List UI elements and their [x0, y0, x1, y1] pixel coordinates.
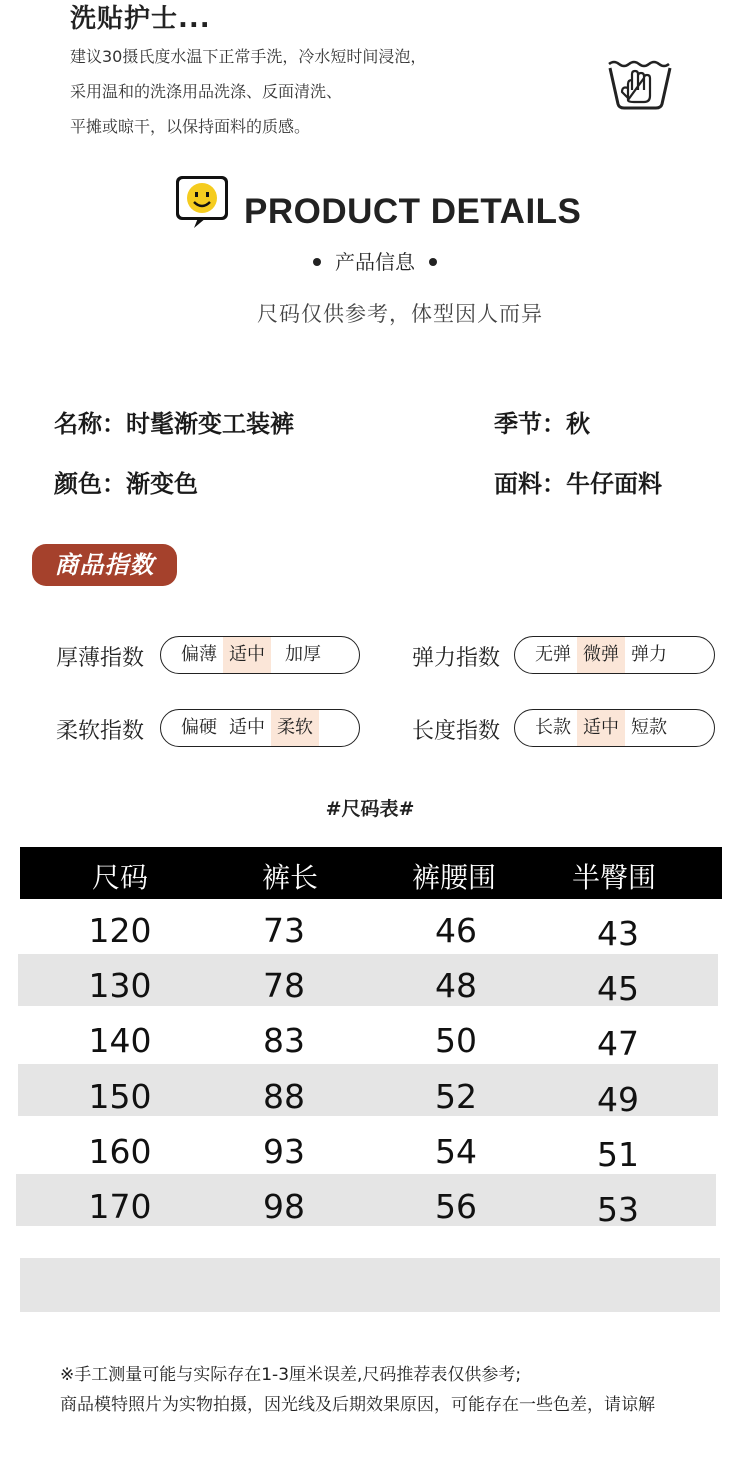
table-cell: 46: [435, 911, 477, 950]
hand-wash-icon: [606, 56, 674, 112]
index-label-elasticity: 弹力指数: [412, 646, 501, 671]
table-cell: 88: [263, 1077, 305, 1116]
header-length: 裤长: [261, 861, 318, 894]
softness-option-soft: 柔软: [271, 710, 319, 746]
name-label: 名称：: [54, 410, 126, 438]
table-cell: 78: [263, 966, 305, 1005]
header-waist: 裤腰围: [411, 861, 496, 894]
elasticity-option-stretch: 弹力: [631, 644, 667, 665]
table-cell: 130: [88, 966, 152, 1005]
length-option-short: 短款: [631, 717, 667, 738]
softness-scale: [160, 709, 360, 747]
thickness-option-medium: 适中: [223, 637, 271, 673]
table-cell: 52: [435, 1077, 477, 1116]
fabric-value: 牛仔面料: [566, 470, 662, 498]
table-cell: 120: [88, 911, 152, 950]
wash-line-1: 建议30摄氏度水温下正常手洗，冷水短时间浸泡，: [70, 47, 427, 66]
table-cell: 160: [88, 1132, 152, 1171]
subtitle-text: 产品信息: [335, 250, 415, 274]
softness-option-medium: 适中: [229, 717, 265, 738]
table-cell: 54: [435, 1132, 477, 1171]
table-cell: 83: [263, 1021, 305, 1060]
elasticity-scale: [514, 636, 715, 674]
product-index-badge: 商品指数: [32, 544, 177, 586]
length-option-long: 长款: [535, 717, 571, 738]
table-cell: 45: [597, 969, 639, 1008]
table-cell: 170: [88, 1187, 152, 1226]
name-value: 时髦渐变工装裤: [126, 410, 294, 438]
elasticity-option-slight: 微弹: [577, 637, 625, 673]
table-cell: 56: [435, 1187, 477, 1226]
color-value: 渐变色: [126, 470, 198, 498]
info-fabric: [494, 464, 662, 499]
table-cell: 49: [597, 1080, 639, 1119]
index-label-thickness: 厚薄指数: [56, 646, 145, 671]
info-color: [54, 464, 198, 499]
info-name: [54, 404, 294, 439]
bullet-dot-icon: [313, 258, 321, 266]
index-label-softness: 柔软指数: [56, 719, 145, 744]
table-cell: 98: [263, 1187, 305, 1226]
length-scale: [514, 709, 715, 747]
info-season: [494, 404, 590, 439]
product-details-title: PRODUCT DETAILS: [244, 192, 582, 231]
table-cell: 43: [597, 914, 639, 953]
wash-title: 洗贴护士...: [70, 4, 211, 34]
wash-line-3: 平摊或晾干，以保持面料的质感。: [70, 117, 311, 136]
table-cell: 140: [88, 1021, 152, 1060]
footnote-measurement: ※手工测量可能与实际存在1-3厘米误差,尺码推荐表仅供参考;: [60, 1365, 522, 1385]
elasticity-option-none: 无弹: [535, 644, 571, 665]
season-label: 季节：: [494, 410, 566, 438]
bullet-dot-icon: [429, 258, 437, 266]
table-cell: 53: [597, 1190, 639, 1229]
table-cell: 150: [88, 1077, 152, 1116]
smiley-speech-bubble-icon: [172, 172, 232, 232]
table-cell: 93: [263, 1132, 305, 1171]
table-empty-band: [20, 1258, 720, 1312]
table-cell: 50: [435, 1021, 477, 1060]
thickness-option-thin: 偏薄: [181, 644, 217, 665]
product-details-subtitle: [0, 246, 750, 275]
color-label: 颜色：: [54, 470, 126, 498]
wash-line-2: 采用温和的洗涤用品洗涤、反面清洗、: [70, 82, 343, 101]
table-cell: 73: [263, 911, 305, 950]
table-cell: 51: [597, 1135, 639, 1174]
header-hip: 半臀围: [571, 861, 656, 894]
softness-option-hard: 偏硬: [181, 717, 217, 738]
thickness-option-thick: 加厚: [285, 644, 321, 665]
table-cell: 47: [597, 1024, 639, 1063]
footnote-color-difference: 商品模特照片为实物拍摄，因光线及后期效果原因，可能存在一些色差，请谅解: [60, 1395, 655, 1415]
season-value: 秋: [566, 410, 590, 438]
thickness-scale: [160, 636, 360, 674]
size-reference-note: 尺码仅供参考，体型因人而异: [257, 302, 543, 326]
table-cell: 48: [435, 966, 477, 1005]
header-size: 尺码: [91, 861, 148, 894]
fabric-label: 面料：: [494, 470, 566, 498]
length-option-medium: 适中: [577, 710, 625, 746]
size-table-title: #尺码表#: [325, 798, 415, 820]
index-label-length: 长度指数: [412, 719, 501, 744]
